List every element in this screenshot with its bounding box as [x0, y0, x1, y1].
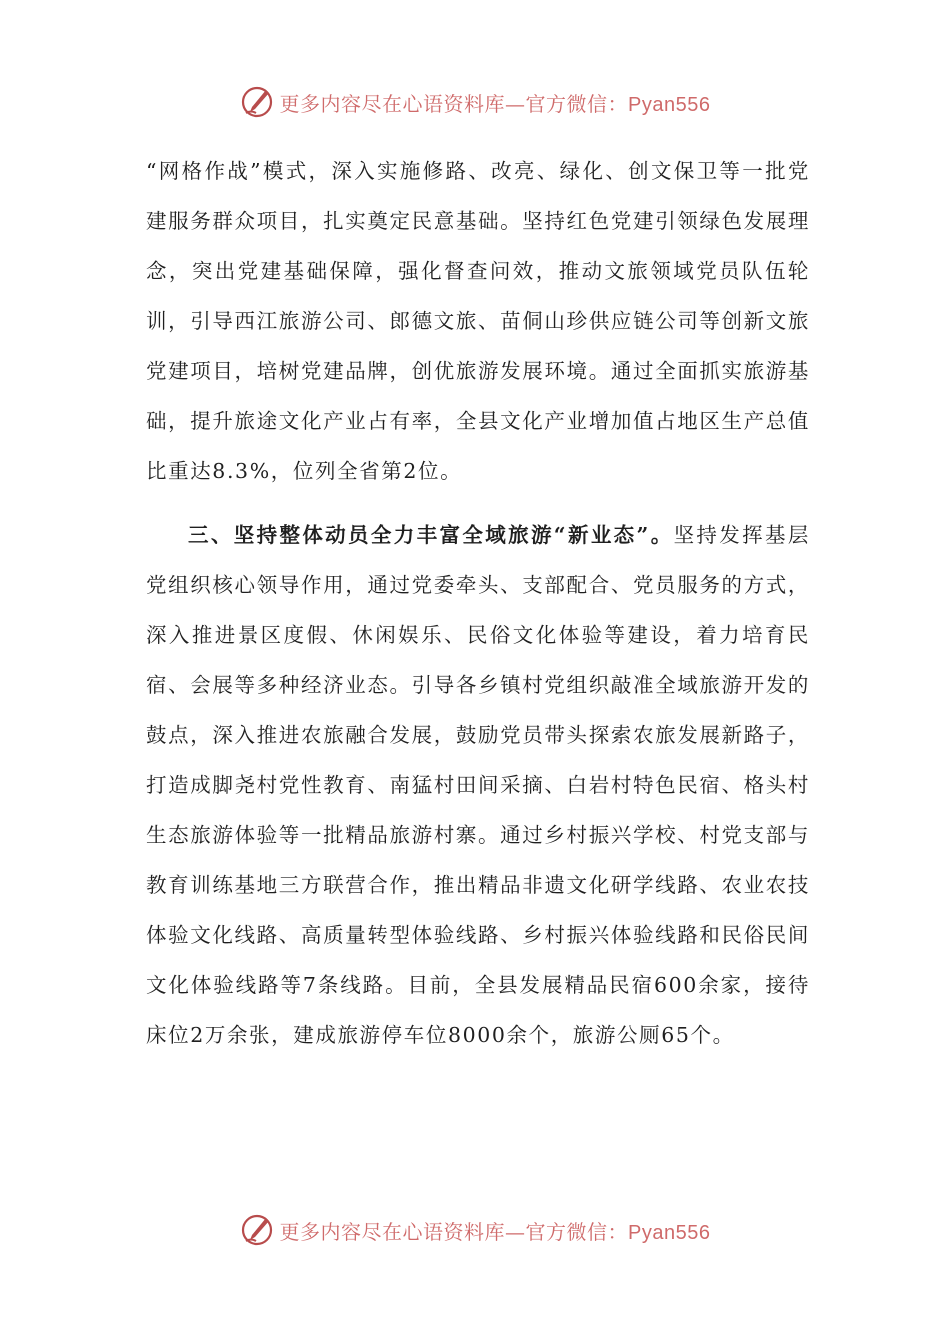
footer-banner — [0, 1208, 950, 1252]
quill-pen-logo-icon — [240, 85, 274, 119]
footer-banner-wechat-id: Pyan556 — [628, 1221, 711, 1244]
footer-banner-inner — [240, 1213, 711, 1247]
banner-title — [280, 88, 711, 117]
footer-banner-title — [280, 1216, 711, 1245]
banner-wechat-id: Pyan556 — [628, 93, 711, 116]
banner-slogan: 更多内容尽在心语资料库—官方微信： — [279, 91, 629, 116]
section-heading: 三、坚持整体动员全力丰富全域旅游“新业态”。 — [188, 523, 674, 547]
paragraph-continuation: “网格作战”模式，深入实施修路、改亮、绿化、创文保卫等一批党建服务群众项目，扎实奠定民意基础。坚持红色党建引领绿色发展理念，突出党建基础保障，强化督查问效，推动文旅领域党员队伍轮训，引导西江旅游公司、郎德文旅、苗侗山珍供应链公司等创新文旅党建项目，培树党建品牌，创优旅游发展环境。通过全面抓实旅游基础，提升旅途文化产业占有率，全县文化产业增加值占地区生产总值比重达8.3%，位列全省第2位。 — [146, 159, 810, 483]
footer-banner-slogan: 更多内容尽在心语资料库—官方微信： — [279, 1219, 629, 1244]
document-body — [146, 146, 810, 1060]
banner-inner — [240, 85, 711, 119]
quill-pen-logo-icon — [240, 1213, 274, 1247]
paragraph-section-three — [146, 510, 810, 1060]
section-body: 坚持发挥基层党组织核心领导作用，通过党委牵头、支部配合、党员服务的方式，深入推进景区度假、休闲娱乐、民俗文化体验等建设，着力培育民宿、会展等多种经济业态。引导各乡镇村党组织敲准全域旅游开发的鼓点，深入推进农旅融合发展，鼓励党员带头探索农旅发展新路子，打造成脚尧村党性教育、南猛村田间采摘、白岩村特色民宿、格头村生态旅游体验等一批精品旅游村寨。通过乡村振兴学校、村党支部与教育训练基地三方联营合作，推出精品非遗文化研学线路、农业农技体验文化线路、高质量转型体验线路、乡村振兴体验线路和民俗民间文化体验线路等7条线路。目前，全县发展精品民宿600余家，接待床位2万余张，建成旅游停车位8000余个，旅游公厕65个。 — [146, 523, 810, 1047]
header-banner — [0, 80, 950, 124]
